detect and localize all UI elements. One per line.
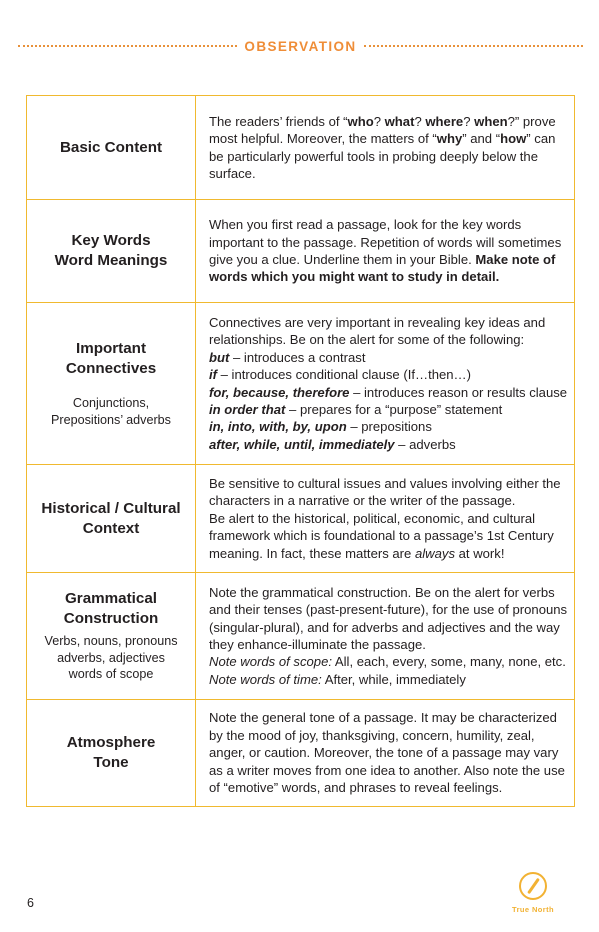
description-text: when: [474, 113, 508, 129]
row-title: Grammatical Construction: [63, 590, 159, 628]
description-text: The readers’ friends of “: [209, 113, 348, 129]
table-row: [27, 96, 575, 200]
description-text: in, into, with, by, upon: [209, 419, 347, 435]
page-number: 6: [27, 896, 34, 910]
description-text: where: [425, 113, 464, 129]
description-text: why: [436, 131, 463, 147]
row-description: [196, 303, 575, 465]
table-row: [27, 573, 575, 700]
description-text: Make note of words which you might want to study in detail.: [209, 252, 556, 285]
row-subtitle: Verbs, nouns, pronouns adverbs, adjectives words of scope: [44, 634, 178, 682]
table-row: [27, 465, 575, 573]
description-text: After, while, immediately: [321, 671, 466, 687]
description-text: if: [209, 367, 217, 383]
description-text: – introduces a contrast: [229, 349, 366, 365]
description-text: Be sensitive to cultural issues and values involving either the characters in a narrative or the writer of the passage.: [209, 475, 561, 509]
row-description: [196, 200, 575, 303]
description-text: ” can be particularly powerful tools in probing deeply below the surface.: [209, 131, 556, 181]
description-text: Connectives are very important in revealing key ideas and relationships. Be on the alert for some of the following:: [209, 314, 546, 348]
row-title: Important Connectives: [65, 340, 157, 378]
description-text: always: [414, 545, 455, 561]
row-label-cell: [27, 303, 196, 465]
description-text: – prepares for a “purpose” statement: [285, 401, 503, 417]
description-text: Note the grammatical construction. Be on the alert for verbs and their tenses (past-present-future), for the use of pronouns (singular-plural), and for adverbs and adjectives and the way they enhance-illuminate the passage.: [209, 584, 568, 652]
row-title: Key Words Word Meanings: [54, 232, 168, 269]
logo-text: True North: [512, 905, 554, 914]
row-description: [196, 700, 575, 807]
header-dotted-rule-left: [18, 45, 237, 47]
description-text: – adverbs: [394, 436, 456, 452]
description-text: Note words of time:: [209, 671, 322, 687]
description-text: but: [209, 349, 230, 365]
description-text: ?: [373, 113, 385, 129]
row-description: [196, 465, 575, 573]
description-text: ?: [463, 113, 475, 129]
description-text: ?” prove most helpful. Moreover, the matters of “: [209, 113, 556, 147]
table-row: [27, 700, 575, 807]
row-subtitle: Conjunctions, Prepositions’ adverbs: [51, 396, 171, 427]
description-text: ?: [414, 113, 426, 129]
section-header: [18, 38, 583, 54]
table-row: [27, 303, 575, 465]
row-title: Atmosphere Tone: [66, 734, 156, 771]
description-text: at work!: [455, 545, 505, 561]
header-dotted-rule-right: [364, 45, 583, 47]
description-text: – introduces reason or results clause: [349, 384, 568, 400]
row-label-cell: [27, 465, 196, 573]
row-title: Historical / Cultural Context: [41, 499, 181, 537]
row-title: Basic Content: [59, 138, 163, 156]
row-label-cell: [27, 700, 196, 807]
description-text: in order that: [209, 401, 286, 417]
row-label-cell: [27, 96, 196, 200]
description-text: Be alert to the historical, political, economic, and cultural framework which is foundational to a passage’s 1st Century meaning. In fact, these matters are: [209, 510, 554, 561]
description-text: what: [384, 113, 415, 129]
row-description: [196, 96, 575, 200]
true-north-logo: [508, 872, 558, 914]
observation-table: [26, 95, 575, 807]
description-text: ” and “: [462, 131, 501, 147]
row-label-cell: [27, 200, 196, 303]
table-row: [27, 200, 575, 303]
description-text: Note words of scope:: [209, 654, 332, 670]
description-text: All, each, every, some, many, none, etc.: [332, 654, 566, 670]
row-label-cell: [27, 573, 196, 700]
section-title: OBSERVATION: [244, 38, 357, 54]
description-text: who: [347, 113, 374, 129]
description-text: after, while, until, immediately: [209, 436, 395, 452]
description-text: Note the general tone of a passage. It may be characterized by the mood of joy, thanksgiving, concern, humility, zeal, anger, or caution. Moreover, the tone of a passage may vary as a writer moves from one idea to another. Also note the use of “emotive” words, and phrases to reveal feelings.: [209, 710, 565, 796]
compass-icon: [519, 872, 547, 900]
description-text: how: [500, 131, 527, 147]
description-text: for, because, therefore: [209, 384, 350, 400]
description-text: – introduces conditional clause (If…then…): [217, 367, 472, 383]
row-description: [196, 573, 575, 700]
description-text: – prepositions: [346, 419, 432, 435]
description-text: When you first read a passage, look for the key words important to the passage. Repetition of words will sometimes give you a clue. Underline them in your Bible.: [209, 217, 562, 267]
